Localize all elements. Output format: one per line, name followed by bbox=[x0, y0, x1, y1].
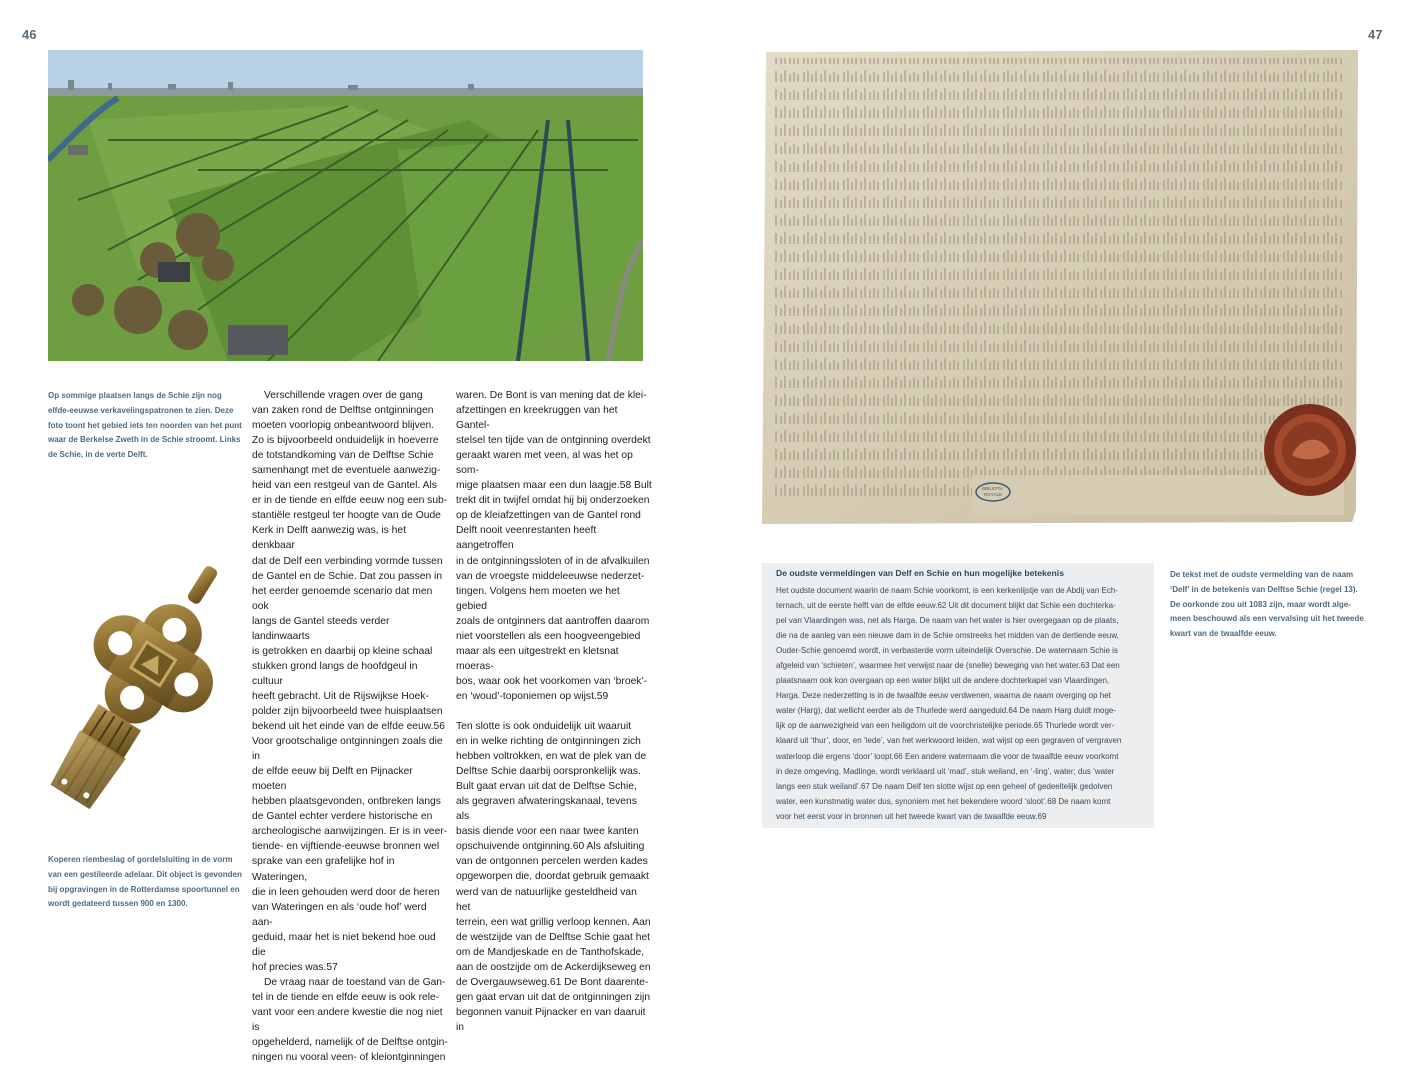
text-line: en in welke richting de ontginningen zich bbox=[456, 736, 641, 748]
text-line: langs de Gantel steeds verder landinwaarts bbox=[252, 615, 390, 642]
text-line: afzettingen en kreekruggen van het Gantel- bbox=[456, 405, 618, 432]
caption-line: de Schie, in de verte Delft. bbox=[48, 450, 148, 460]
caption-line: waar de Berkelse Zweth in de Schie stroomt. Links bbox=[48, 435, 241, 445]
text-line: bos, waar ook het voorkomen van ‘broek’- bbox=[456, 675, 648, 687]
caption-line: van een gestileerde adelaar. Dit object is gevonden bbox=[48, 869, 242, 879]
sidebar-info-box bbox=[762, 563, 1154, 828]
text-line: dat de Delf een verbinding vormde tussen bbox=[252, 555, 443, 567]
text-line: de Gantel en de Schie. Dat zou passen in bbox=[252, 570, 443, 582]
text-line: Bult gaat ervan uit dat de Delftse Schie, bbox=[456, 781, 637, 793]
text-line: heeft gebracht. Uit de Rijswijkse Hoek- bbox=[252, 690, 429, 702]
text-line: water, een kunstmatig water dus, synoniem met het bekendere woord ‘sloot’.68 De naam komt bbox=[776, 796, 1111, 806]
text-line: als gegraven afwateringskanaal, tevens als bbox=[456, 796, 637, 823]
text-line: bekend uit het einde van de elfde eeuw.56 bbox=[252, 721, 445, 733]
text-line: de elfde eeuw bij Delft en Pijnacker moeten bbox=[252, 766, 413, 793]
aerial-photo-polder bbox=[48, 50, 643, 361]
text-line: polder zijn bijvoorbeeld twee huisplaatsen bbox=[252, 705, 443, 717]
text-line: de totstandkoming van de Delftse Schie bbox=[252, 450, 434, 462]
text-line: tingen. Volgens hem moeten we het gebied bbox=[456, 585, 620, 612]
text-line: basis diende voor een naar twee kanten bbox=[456, 826, 639, 838]
text-line: niet voorstellen als een hoogveengebied bbox=[456, 630, 641, 642]
text-line: voor het eerst voor in bronnen uit het tweede kwart van de twaalfde eeuw.69 bbox=[776, 811, 1047, 821]
text-line: mige plaatsen maar een dun laagje.58 Bult bbox=[456, 480, 652, 492]
text-line: op de kleiafzettingen van de Gantel rond bbox=[456, 510, 641, 522]
text-line: plaatsnaam ook kon overgaan op een water blijkt uit de andere dochterkapel van Vlaardingen, bbox=[776, 676, 1110, 686]
library-stamp-text: ROYALE bbox=[984, 492, 1002, 497]
body-column-1 bbox=[252, 388, 448, 1065]
text-line: opschuivende ontginning.60 Als afsluiting bbox=[456, 841, 645, 853]
text-line: langs een stuk weiland’.67 De naam Delf ten slotte wijst op een geheel of gedeeltelijk gedolven bbox=[776, 781, 1113, 791]
text-line: die na de aanleg van een nieuwe dam in de Schie omstreeks het midden van de dertiende eeuw, bbox=[776, 631, 1119, 641]
text-line: geraakt waren met veen, al was het op som- bbox=[456, 450, 633, 477]
text-line: klaard uit ‘thur’, door, en ‘lede’, van het werkwoord leiden, wat wijst op een gegraven of vergraven bbox=[776, 736, 1122, 746]
text-line: vant voor een andere kwestie die nog niet is bbox=[252, 1006, 443, 1033]
caption-line: ‘Delf’ in de betekenis van Delftse Schie (regel 13). bbox=[1170, 584, 1358, 594]
text-line: Zo is bijvoorbeeld onduidelijk in hoeverre bbox=[252, 435, 439, 447]
text-line: tiende- en vijftiende-eeuwse bronnen wel bbox=[252, 841, 440, 853]
text-line: om de Mandjeskade en de Tanthofskade, bbox=[456, 946, 645, 958]
text-line: Kerk in Delft aanwezig was, is het denkbaar bbox=[252, 525, 406, 552]
caption-line: bij opgravingen in de Rotterdamse spoortunnel en bbox=[48, 884, 240, 894]
text-line: het eerder genoemde scenario dat men ook bbox=[252, 585, 433, 612]
text-line: hebben plaatsgevonden, ontbreken langs bbox=[252, 796, 441, 808]
text-line: Voor grootschalige ontginningen zoals die in bbox=[252, 736, 443, 763]
text-line: hebben voltrokken, en wat de plek van de bbox=[456, 751, 647, 763]
text-line: van de vroegste middeleeuwse nederzet- bbox=[456, 570, 645, 582]
text-line: De vraag naar de toestand van de Gan- bbox=[264, 976, 446, 988]
text-line: er in de tiende en elfde eeuw nog een sub- bbox=[252, 495, 448, 507]
text-line: van de ontgonnen percelen werden kades bbox=[456, 856, 648, 868]
caption-charter bbox=[1170, 568, 1370, 642]
text-line: opgeworpen die, doordat gebruik gemaakt bbox=[456, 871, 649, 883]
text-line: zoals de ontginners dat aantroffen daarom bbox=[456, 615, 650, 627]
text-line: Het oudste document waarin de naam Schie voorkomt, is een kerkenlijstje van de Abdij van Ech- bbox=[776, 586, 1118, 595]
text-line: Ouder-Schie genoemd wordt, in verbasterde vorm uiteindelijk Overschie. De waternaam Schie is bbox=[776, 646, 1118, 656]
text-line: tel in de tiende en elfde eeuw is ook rele- bbox=[252, 991, 440, 1003]
text-line: begonnen vanuit Pijnacker en van daaruit in bbox=[456, 1006, 646, 1033]
text-line: Delft nooit veenrestanten heeft aangetroffen bbox=[456, 525, 597, 552]
text-line: van Wateringen en als ‘oude hof’ werd aan- bbox=[252, 901, 427, 928]
text-line: stukken grond langs de hoofdgeul in cultuur bbox=[252, 660, 418, 687]
page-number-left: 46 bbox=[22, 27, 37, 42]
text-line: afgeleid van ‘schieten’, waarmee het verwijst naar de (snelle) beweging van het water.63 Dat een bbox=[776, 661, 1120, 671]
text-line: trekt dit in twijfel omdat hij bij onderzoeken bbox=[456, 495, 650, 507]
text-line: water (Harg), dat wellicht eerder als de Thurlede werd aangeduid.64 De naam Harg duidt moge- bbox=[776, 706, 1117, 716]
caption-line: meen beschouwd als een vervalsing uit het tweede bbox=[1170, 614, 1364, 624]
text-line: stantiële restgeul ter hoogte van de Oude bbox=[252, 510, 441, 522]
text-line: waren. De Bont is van mening dat de klei- bbox=[456, 390, 647, 401]
medieval-charter-image bbox=[762, 50, 1358, 524]
text-line: aan de oostzijde om de Ackerdijkseweg en bbox=[456, 961, 651, 973]
text-line: Delftse Schie daarbij oorspronkelijk was. bbox=[456, 766, 641, 778]
text-line: geduid, maar het is niet bekend hoe oud die bbox=[252, 931, 436, 958]
text-line: Verschillende vragen over de gang bbox=[264, 390, 423, 401]
text-line: terrein, een wat grillig verloop kennen. Aan bbox=[456, 916, 651, 928]
caption-line: Koperen riembeslag of gordelsluiting in de vorm bbox=[48, 855, 233, 864]
text-line: Ten slotte is ook onduidelijk uit waaruit bbox=[456, 720, 632, 732]
text-line: gen gaat ervan uit dat de ontginningen zijn bbox=[456, 991, 651, 1003]
text-line: de Gantel echter verdere historische en bbox=[252, 811, 433, 823]
text-line: werd van de natuurlijke gesteldheid van het bbox=[456, 886, 637, 913]
text-line: ternach, uit de eerste helft van de elfde eeuw.62 Uit dit document blijkt dat Schie een dochterka- bbox=[776, 601, 1116, 611]
page-number-right: 47 bbox=[1368, 27, 1383, 42]
caption-line: elfde-eeuwse verkavelingspatronen te zien. Deze bbox=[48, 405, 234, 415]
infobox-title: De oudste vermeldingen van Delf en Schie en hun mogelijke betekenis bbox=[776, 568, 1064, 578]
text-line: is getrokken en daarbij op kleine schaal bbox=[252, 645, 433, 657]
text-line: waterloop die ergens ‘door’ loopt.66 Een andere waternaam die voor de twaalfde eeuw voorkomt bbox=[776, 751, 1119, 761]
text-line: stelsel ten tijde van de ontginning overdekt bbox=[456, 435, 651, 447]
library-stamp-text: BIBLIOTH. bbox=[982, 486, 1004, 491]
text-line: ningen nu vooral veen- of kleiontginningen bbox=[252, 1052, 446, 1064]
text-line: moeten voorlopig onbeantwoord blijven. bbox=[252, 420, 435, 432]
text-line: archeologische aanwijzingen. Er is in veer- bbox=[252, 826, 448, 838]
text-line: maar als een uitgestrekt en kletsnat moeras- bbox=[456, 645, 619, 672]
copper-belt-fitting-image bbox=[35, 545, 245, 825]
text-line: pel van Vlaardingen was, net als Harga. De naam van het water is hier overgegaan op de plaats, bbox=[776, 616, 1119, 626]
caption-belt-fitting bbox=[48, 853, 248, 912]
text-line: in deze omgeving, Madlinge, wordt verklaard uit ‘mad’, stuk weiland, en ‘-ling’, water; dus ‘water bbox=[776, 766, 1115, 776]
text-line: die in leen gehouden werd door de heren bbox=[252, 886, 440, 898]
text-line: sprake van een grafelijke hof in Wateringen, bbox=[252, 856, 395, 883]
text-line: hof precies was.57 bbox=[252, 961, 338, 973]
text-line: samenhangt met de eventuele aanwezig- bbox=[252, 465, 441, 477]
caption-line: De tekst met de oudste vermelding van de naam bbox=[1170, 570, 1354, 579]
text-line: de westzijde van de Delftse Schie gaat het bbox=[456, 931, 651, 943]
text-line: lijk op de aanwezigheid van een heiligdom uit de voorchristelijke periode.65 Thurlede wordt ver- bbox=[776, 721, 1115, 731]
caption-line: Op sommige plaatsen langs de Schie zijn nog bbox=[48, 391, 222, 400]
text-line: Harga. Deze nederzetting is in de twaalfde eeuw verdwenen, waarna de naam overging op het bbox=[776, 691, 1111, 701]
infobox-text bbox=[776, 583, 1150, 824]
text-line: in de ontginningssloten of in de afvalkuilen bbox=[456, 555, 650, 567]
text-line: heid van een restgeul van de Gantel. Als bbox=[252, 480, 437, 492]
text-line: opgehelderd, namelijk of de Delftse ontgin- bbox=[252, 1037, 448, 1049]
caption-line: De oorkonde zou uit 1083 zijn, maar wordt alge- bbox=[1170, 599, 1351, 609]
text-line: de Overgauwseweg.61 De Bont daarente- bbox=[456, 976, 649, 988]
caption-line: kwart van de twaalfde eeuw. bbox=[1170, 629, 1277, 639]
body-column-2 bbox=[456, 388, 652, 1035]
text-line: van zaken rond de Delftse ontginningen bbox=[252, 405, 434, 417]
caption-line: foto toont het gebied iets ten noorden van het punt bbox=[48, 420, 242, 430]
text-line: en ‘woud’-toponiemen op wijst.59 bbox=[456, 690, 609, 702]
caption-aerial-photo bbox=[48, 389, 248, 463]
caption-line: wordt gedateerd tussen 900 en 1300. bbox=[48, 899, 188, 909]
